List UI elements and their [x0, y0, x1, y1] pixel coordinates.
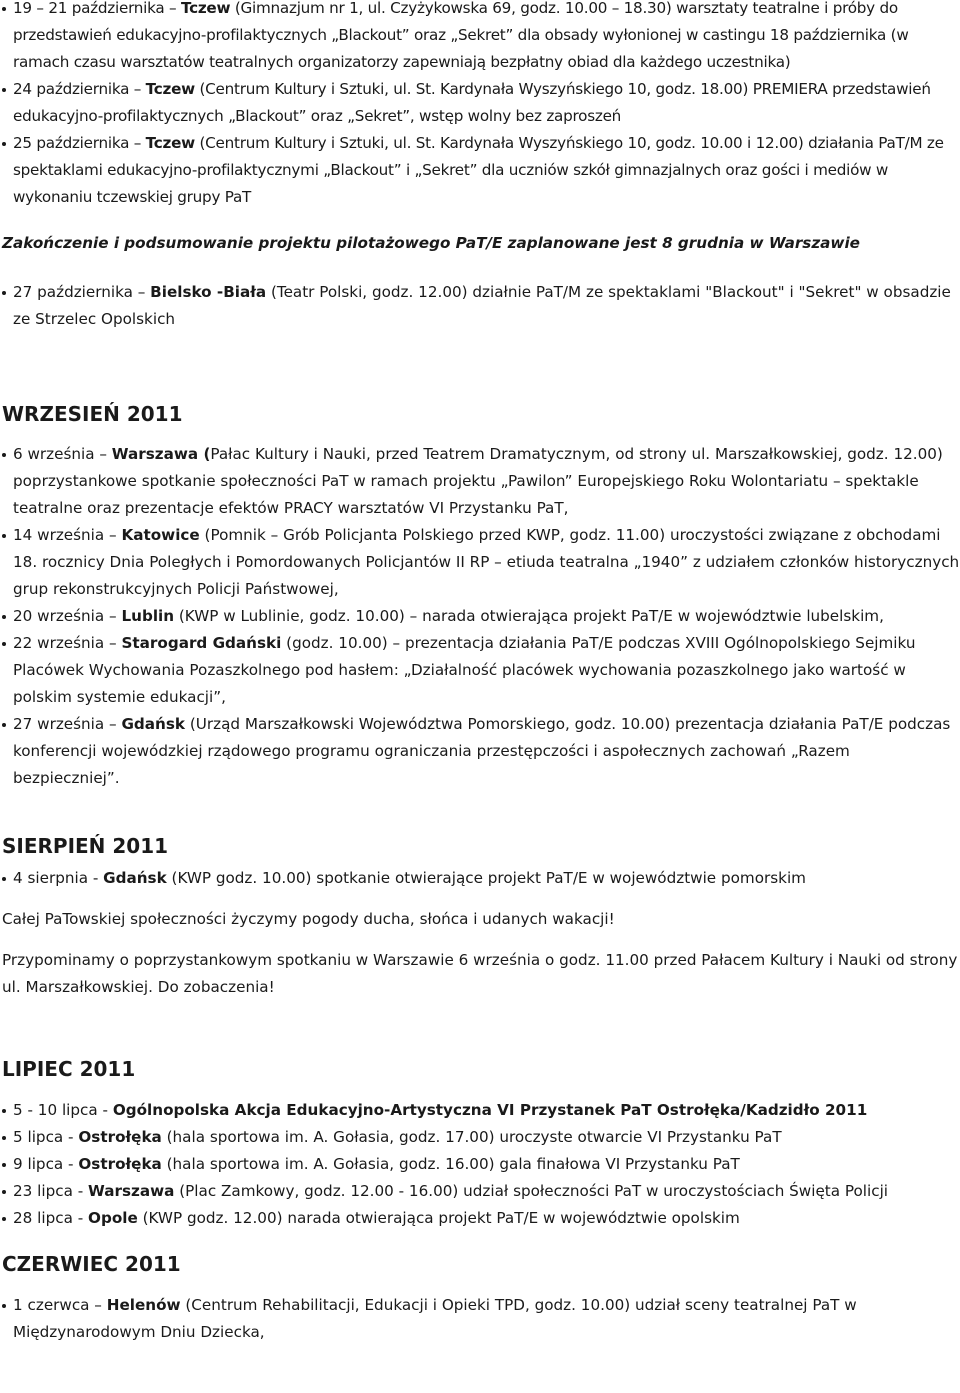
- list-item: [2, 441, 960, 522]
- event-city: Tczew: [145, 134, 195, 152]
- event-date: 1 czerwca –: [13, 1296, 107, 1314]
- event-date: 6 września –: [13, 445, 112, 463]
- conclusion-note: Zakończenie i podsumowanie projektu pilotażowego PaT/E zaplanowane jest 8 grudnia w Warszawie: [2, 234, 860, 252]
- list-item: [2, 1097, 960, 1124]
- july-events-list: [2, 1097, 960, 1232]
- event-city: Ostrołęka: [78, 1128, 162, 1146]
- event-date: 5 - 10 lipca -: [13, 1101, 113, 1119]
- list-item: [2, 865, 960, 892]
- list-item: [2, 1151, 960, 1178]
- section-heading-june: CZERWIEC 2011: [2, 1252, 181, 1276]
- section-heading-september: WRZESIEŃ 2011: [2, 402, 183, 426]
- list-item: [2, 279, 960, 333]
- event-date: 28 lipca -: [13, 1209, 89, 1227]
- section-heading-august: SIERPIEŃ 2011: [2, 834, 169, 858]
- june-events-list: [2, 1292, 960, 1346]
- event-text: (godz. 10.00) – prezentacja działania PaT/E podczas XVIII Ogólnopolskiego Sejmiku Placówek Wychowania Pozaszkolnego pod hasłem: „Działalność placówek wychowania pozaszkolnego jako wartość w polskim systemie edukacji”,: [13, 634, 916, 706]
- list-item: [2, 711, 960, 792]
- event-text: Pałac Kultury i Nauki, przed Teatrem Dramatycznym, od strony ul. Marszałkowskiej, godz. 12.00) poprzystankowe spotkanie społeczności PaT w ramach projektu „Pawilon” Europejskiego Roku Wolontariatu – spektakle teatralne oraz prezentacje efektów PRACY warsztatów VI Przystanku PaT,: [13, 445, 943, 517]
- event-date: 23 lipca -: [13, 1182, 89, 1200]
- event-city: Opole: [88, 1209, 138, 1227]
- event-city: Gdańsk: [121, 715, 185, 733]
- event-date: 9 lipca -: [13, 1155, 79, 1173]
- event-city: Gdańsk: [103, 869, 167, 887]
- event-text: (hala sportowa im. A. Gołasia, godz. 17.00) uroczyste otwarcie VI Przystanku PaT: [161, 1128, 782, 1146]
- section-heading-july: LIPIEC 2011: [2, 1057, 136, 1081]
- event-text: (KWP godz. 12.00) narada otwierająca projekt PaT/E w województwie opolskim: [137, 1209, 740, 1227]
- event-text: (Centrum Kultury i Sztuki, ul. St. Kardynała Wyszyńskiego 10, godz. 10.00 i 12.00) działania PaT/M ze spektaklami edukacyjno-profilaktycznymi „Blackout” i „Sekret” dla uczniów szkół gimnazjalnych oraz gości i mediów w wykonaniu tczewskiej grupy PaT: [13, 134, 944, 206]
- august-wishes: Całej PaTowskiej społeczności życzymy pogody ducha, słońca i udanych wakacji!: [2, 910, 615, 928]
- event-city: Warszawa: [88, 1182, 175, 1200]
- list-item: [2, 603, 960, 630]
- event-date: 5 lipca -: [13, 1128, 79, 1146]
- event-date: 25 października –: [13, 134, 146, 152]
- september-events-list: [2, 441, 960, 792]
- event-city: Starogard Gdański: [121, 634, 282, 652]
- event-date: 14 września –: [13, 526, 122, 544]
- list-item: [2, 522, 960, 603]
- event-city: Helenów: [106, 1296, 181, 1314]
- event-text: (KWP godz. 10.00) spotkanie otwierające projekt PaT/E w województwie pomorskim: [166, 869, 806, 887]
- event-text: (Gimnazjum nr 1, ul. Czyżykowska 69, godz. 10.00 – 18.30) warsztaty teatralne i próby do przedstawień edukacyjno-profilaktycznych „Blackout” oraz „Sekret” dla obsady wyłonionej w castingu 18 października (w ramach czasu warsztatów teatralnych organizatorzy zapewniają bezpłatny obiad dla każdego uczestnika): [13, 0, 909, 71]
- list-item: [2, 630, 960, 711]
- event-date: 22 września –: [13, 634, 122, 652]
- event-title: Ogólnopolska Akcja Edukacyjno-Artystyczna VI Przystanek PaT Ostrołęka/Kadzidło 2011: [112, 1101, 868, 1119]
- event-date: 27 października –: [13, 283, 151, 301]
- event-city: Warszawa (: [111, 445, 211, 463]
- list-item: [2, 130, 960, 211]
- event-city: Bielsko -Biała: [150, 283, 267, 301]
- list-item: [2, 1178, 960, 1205]
- event-city: Katowice: [121, 526, 200, 544]
- event-date: 4 sierpnia -: [13, 869, 104, 887]
- october-events-list: [2, 0, 960, 211]
- list-item: [2, 0, 960, 76]
- event-text: (Plac Zamkowy, godz. 12.00 - 16.00) udział społeczności PaT w uroczystościach Święta Policji: [174, 1182, 889, 1200]
- event-date: 20 września –: [13, 607, 122, 625]
- event-text: (Teatr Polski, godz. 12.00) działnie PaT/M ze spektaklami "Blackout" i "Sekret" w obsadzie ze Strzelec Opolskich: [13, 283, 951, 328]
- list-item: [2, 76, 960, 130]
- event-city: Tczew: [145, 80, 195, 98]
- august-reminder: Przypominamy o poprzystankowym spotkaniu w Warszawie 6 września o godz. 11.00 przed Pałacem Kultury i Nauki od strony ul. Marszałkowskiej. Do zobaczenia!: [2, 951, 958, 996]
- event-text: (KWP w Lublinie, godz. 10.00) – narada otwierająca projekt PaT/E w województwie lubelskim,: [174, 607, 884, 625]
- list-item: [2, 1292, 960, 1346]
- event-date: 27 września –: [13, 715, 122, 733]
- event-city: Ostrołęka: [78, 1155, 162, 1173]
- event-date: 24 października –: [13, 80, 146, 98]
- october-events-list-2: [2, 279, 960, 333]
- list-item: [2, 1205, 960, 1232]
- event-text: (Centrum Kultury i Sztuki, ul. St. Kardynała Wyszyńskiego 10, godz. 18.00) PREMIERA przedstawień edukacyjno-profilaktycznych „Blackout” oraz „Sekret”, wstęp wolny bez zaproszeń: [13, 80, 931, 125]
- event-date: 19 – 21 października –: [13, 0, 181, 17]
- august-events-list: [2, 865, 960, 892]
- event-text: (hala sportowa im. A. Gołasia, godz. 16.00) gala finałowa VI Przystanku PaT: [161, 1155, 740, 1173]
- list-item: [2, 1124, 960, 1151]
- event-text: (Centrum Rehabilitacji, Edukacji i Opieki TPD, godz. 10.00) udział sceny teatralnej PaT w Międzynarodowym Dniu Dziecka,: [13, 1296, 857, 1341]
- event-text: (Pomnik – Grób Policjanta Polskiego przed KWP, godz. 11.00) uroczystości związane z obchodami 18. rocznicy Dnia Poległych i Pomordowanych Policjantów II RP – etiuda teatralna „1940” z udziałem członków historycznych grup rekonstrukcyjnych Policji Państwowej,: [13, 526, 960, 598]
- event-text: (Urząd Marszałkowski Województwa Pomorskiego, godz. 10.00) prezentacja działania PaT/E podczas konferencji wojewódzkiej rządowego programu ograniczania przestępczości i aspołecznych zachowań „Razem bezpieczniej”.: [13, 715, 951, 787]
- event-city: Tczew: [180, 0, 231, 17]
- event-city: Lublin: [121, 607, 175, 625]
